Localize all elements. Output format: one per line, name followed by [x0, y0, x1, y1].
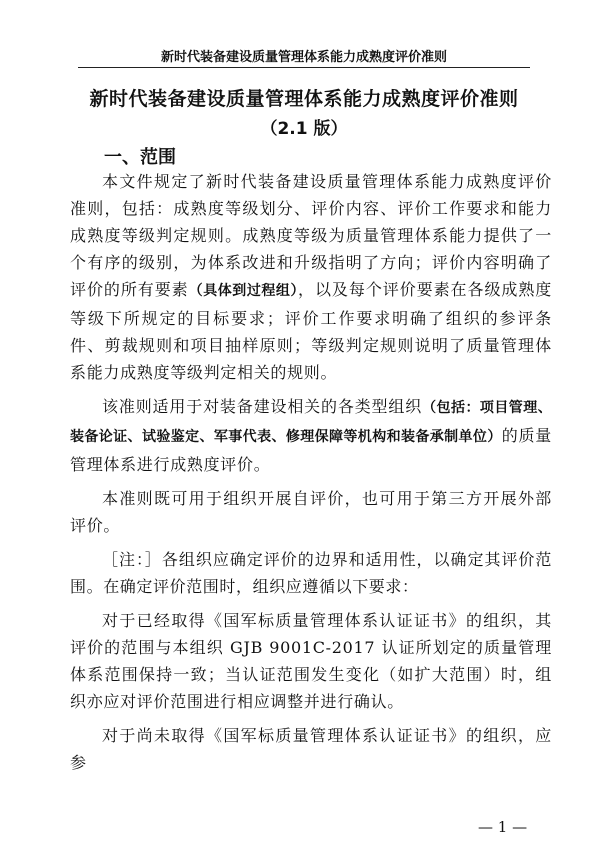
paragraph-applicability-text-1: 该准则适用于对装备建设相关的各类型组织	[102, 397, 423, 416]
paragraph-applicability-bold: （包括：项目管理、装备论证、试验鉴定、军事代表、修理保障等机构和装备承制单位）	[70, 400, 552, 445]
paragraph-scope-text-1: 本文件规定了新时代装备建设质量管理体系能力成熟度评价准则，包括：成熟度等级划分、评价内容、评价工作要求和能力成熟度等级判定规则。成熟度等级为质量管理体系能力提供了一个有序的级别，为体系改进和升级指明了方向；评价内容明确了评价的所有要素	[70, 172, 552, 299]
running-header: 新时代装备建设质量管理体系能力成熟度评价准则	[160, 50, 447, 65]
paragraph-uncertified: 对于尚未取得《国军标质量管理体系认证证书》的组织，应参	[70, 726, 552, 772]
paragraph-applicability	[70, 393, 552, 478]
document-body	[70, 168, 552, 783]
paragraph-scope	[70, 168, 552, 386]
header-rule	[78, 67, 530, 68]
paragraph-scope-text-2: ，以及每个评价要素在各级成熟度等级下所规定的目标要求；评价工作要求明确了组织的参评条件、剪裁规则和项目抽样原则；等级判定规则说明了质量管理体系能力成熟度等级判定相关的规则。	[70, 280, 552, 382]
section-heading: 一、范围	[104, 147, 176, 168]
document-title: 新时代装备建设质量管理体系能力成熟度评价准则	[89, 88, 519, 110]
paragraph-usage: 本准则既可用于组织开展自评价，也可用于第三方开展外部评价。	[70, 489, 552, 535]
note-paragraph: ［注：］各组织应确定评价的边界和适用性，以确定其评价范围。在确定评价范围时，组织应遵循以下要求：	[70, 550, 552, 596]
document-version: （2.1 版）	[260, 119, 348, 139]
paragraph-scope-bold: （具体到过程组）	[188, 283, 299, 299]
page-number: — 1 —	[478, 818, 528, 836]
paragraph-certified: 对于已经取得《国军标质量管理体系认证证书》的组织，其评价的范围与本组织 GJB 9001C-2017 认证所划定的质量管理体系范围保持一致；当认证范围发生变化（如扩大范围）时，组织亦应对评价范围进行相应调整并进行确认。	[70, 611, 552, 711]
paragraph-applicability-text-2: 的质量管理体系进行成熟度评价。	[70, 426, 552, 474]
